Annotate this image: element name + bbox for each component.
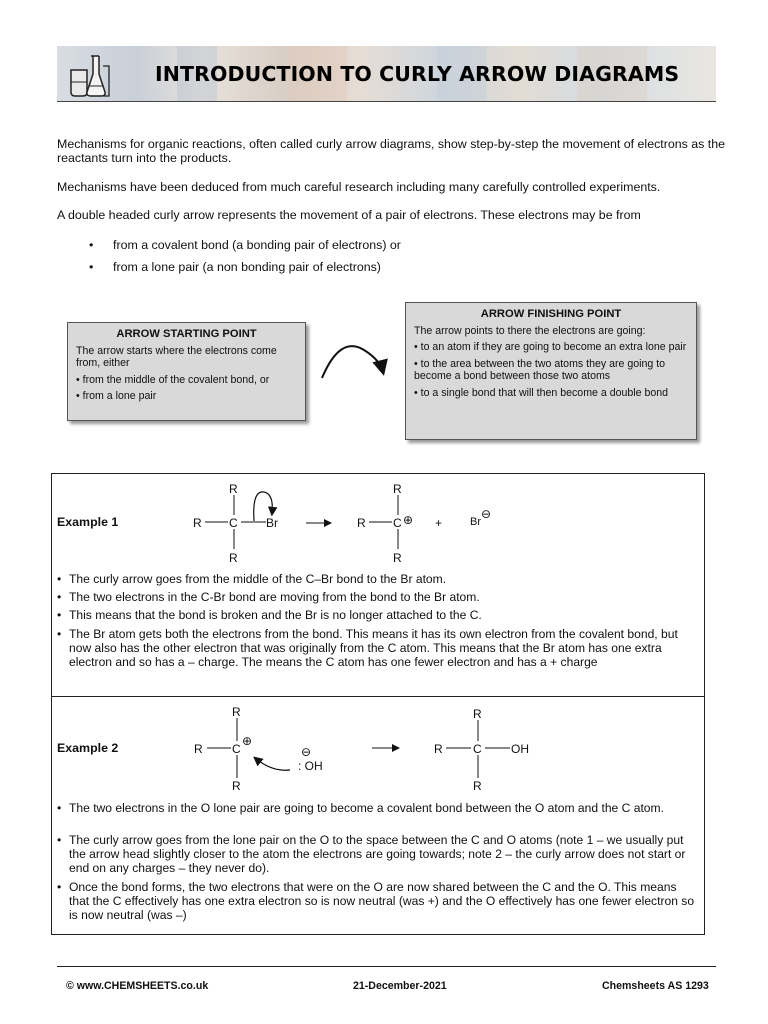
positive-charge-icon: ⊕ — [403, 513, 414, 527]
negative-charge-icon: ⊖ — [481, 507, 492, 521]
box-title: ARROW STARTING POINT — [116, 328, 257, 340]
box-title: ARROW FINISHING POINT — [480, 308, 622, 320]
footer-copyright: © www.CHEMSHEETS.co.uk — [66, 980, 209, 992]
intro-paragraph-3: A double headed curly arrow represents the movement of a pair of electrons. These electrons may be from — [57, 208, 641, 222]
list-item-text: from a covalent bond (a bonding pair of electrons) or — [113, 238, 401, 252]
page-title: INTRODUCTION TO CURLY ARROW DIAGRAMS — [155, 62, 680, 86]
arrow-finishing-point-box: ARROW FINISHING POINT The arrow points to there the electrons are going: • to an atom if they are going to become an extra lone pair • to the area between the two atoms they are going to become a bond between those two atoms • to a single bond that will then become a double bond — [405, 302, 697, 440]
footer-divider — [57, 966, 716, 967]
intro-paragraph-1: Mechanisms for organic reactions, often called curly arrow diagrams, show step-by-step the movement of electrons as the reactants turn into the products. — [57, 137, 726, 165]
list-item: • The Br atom gets both the electrons from the bond. This means it has its own electron from the covalent bond, but now also has the other electron that was originally from the C atom. This means that the Br atom has one extra electron and so has a – charge. The means the C atom has one fewer electron and has a + charge — [57, 627, 678, 669]
list-item: • The two electrons in the C-Br bond are moving from the bond to the Br atom. — [57, 590, 480, 604]
footer-date: 21-December-2021 — [353, 980, 447, 992]
curly-arrow-icon — [255, 758, 290, 770]
list-item: • The curly arrow goes from the middle of the C–Br bond to the Br atom. — [57, 572, 447, 586]
list-item-text: from a lone pair (a non bonding pair of electrons) — [113, 260, 381, 274]
example-1-label: Example 1 — [57, 515, 119, 529]
list-item: • Once the bond forms, the two electrons that were on the O are now shared between the C and the O. This means that the C effectively has one extra electron so is now neutral (was +) and the O effectively has one fewer electron so is now neutral (was –) — [57, 880, 695, 922]
list-item: • The curly arrow goes from the lone pair on the O to the space between the C and O atoms (note 1 – we usually put the arrow head slightly closer to the atom the electrons are going towards; note 2 – the curly arrow does not start or end on any charges – they never do). — [57, 833, 686, 875]
footer-sheet-id: Chemsheets AS 1293 — [602, 980, 709, 992]
intro-paragraph-2: Mechanisms have been deduced from much careful research including many carefully controlled experiments. — [57, 180, 661, 194]
curly-arrow-icon — [322, 346, 383, 378]
negative-charge-icon: ⊖ — [301, 745, 312, 759]
arrow-starting-point-box: ARROW STARTING POINT The arrow starts where the electrons come from, either • from the middle of the covalent bond, or • from a lone pair — [67, 322, 306, 421]
list-item: • This means that the bond is broken and the Br is no longer attached to the C. — [57, 608, 482, 622]
positive-charge-icon: ⊕ — [242, 734, 253, 748]
list-item: • The two electrons in the O lone pair are going to become a covalent bond between the O atom and the C atom. — [57, 801, 664, 815]
example-2-label: Example 2 — [57, 741, 119, 755]
